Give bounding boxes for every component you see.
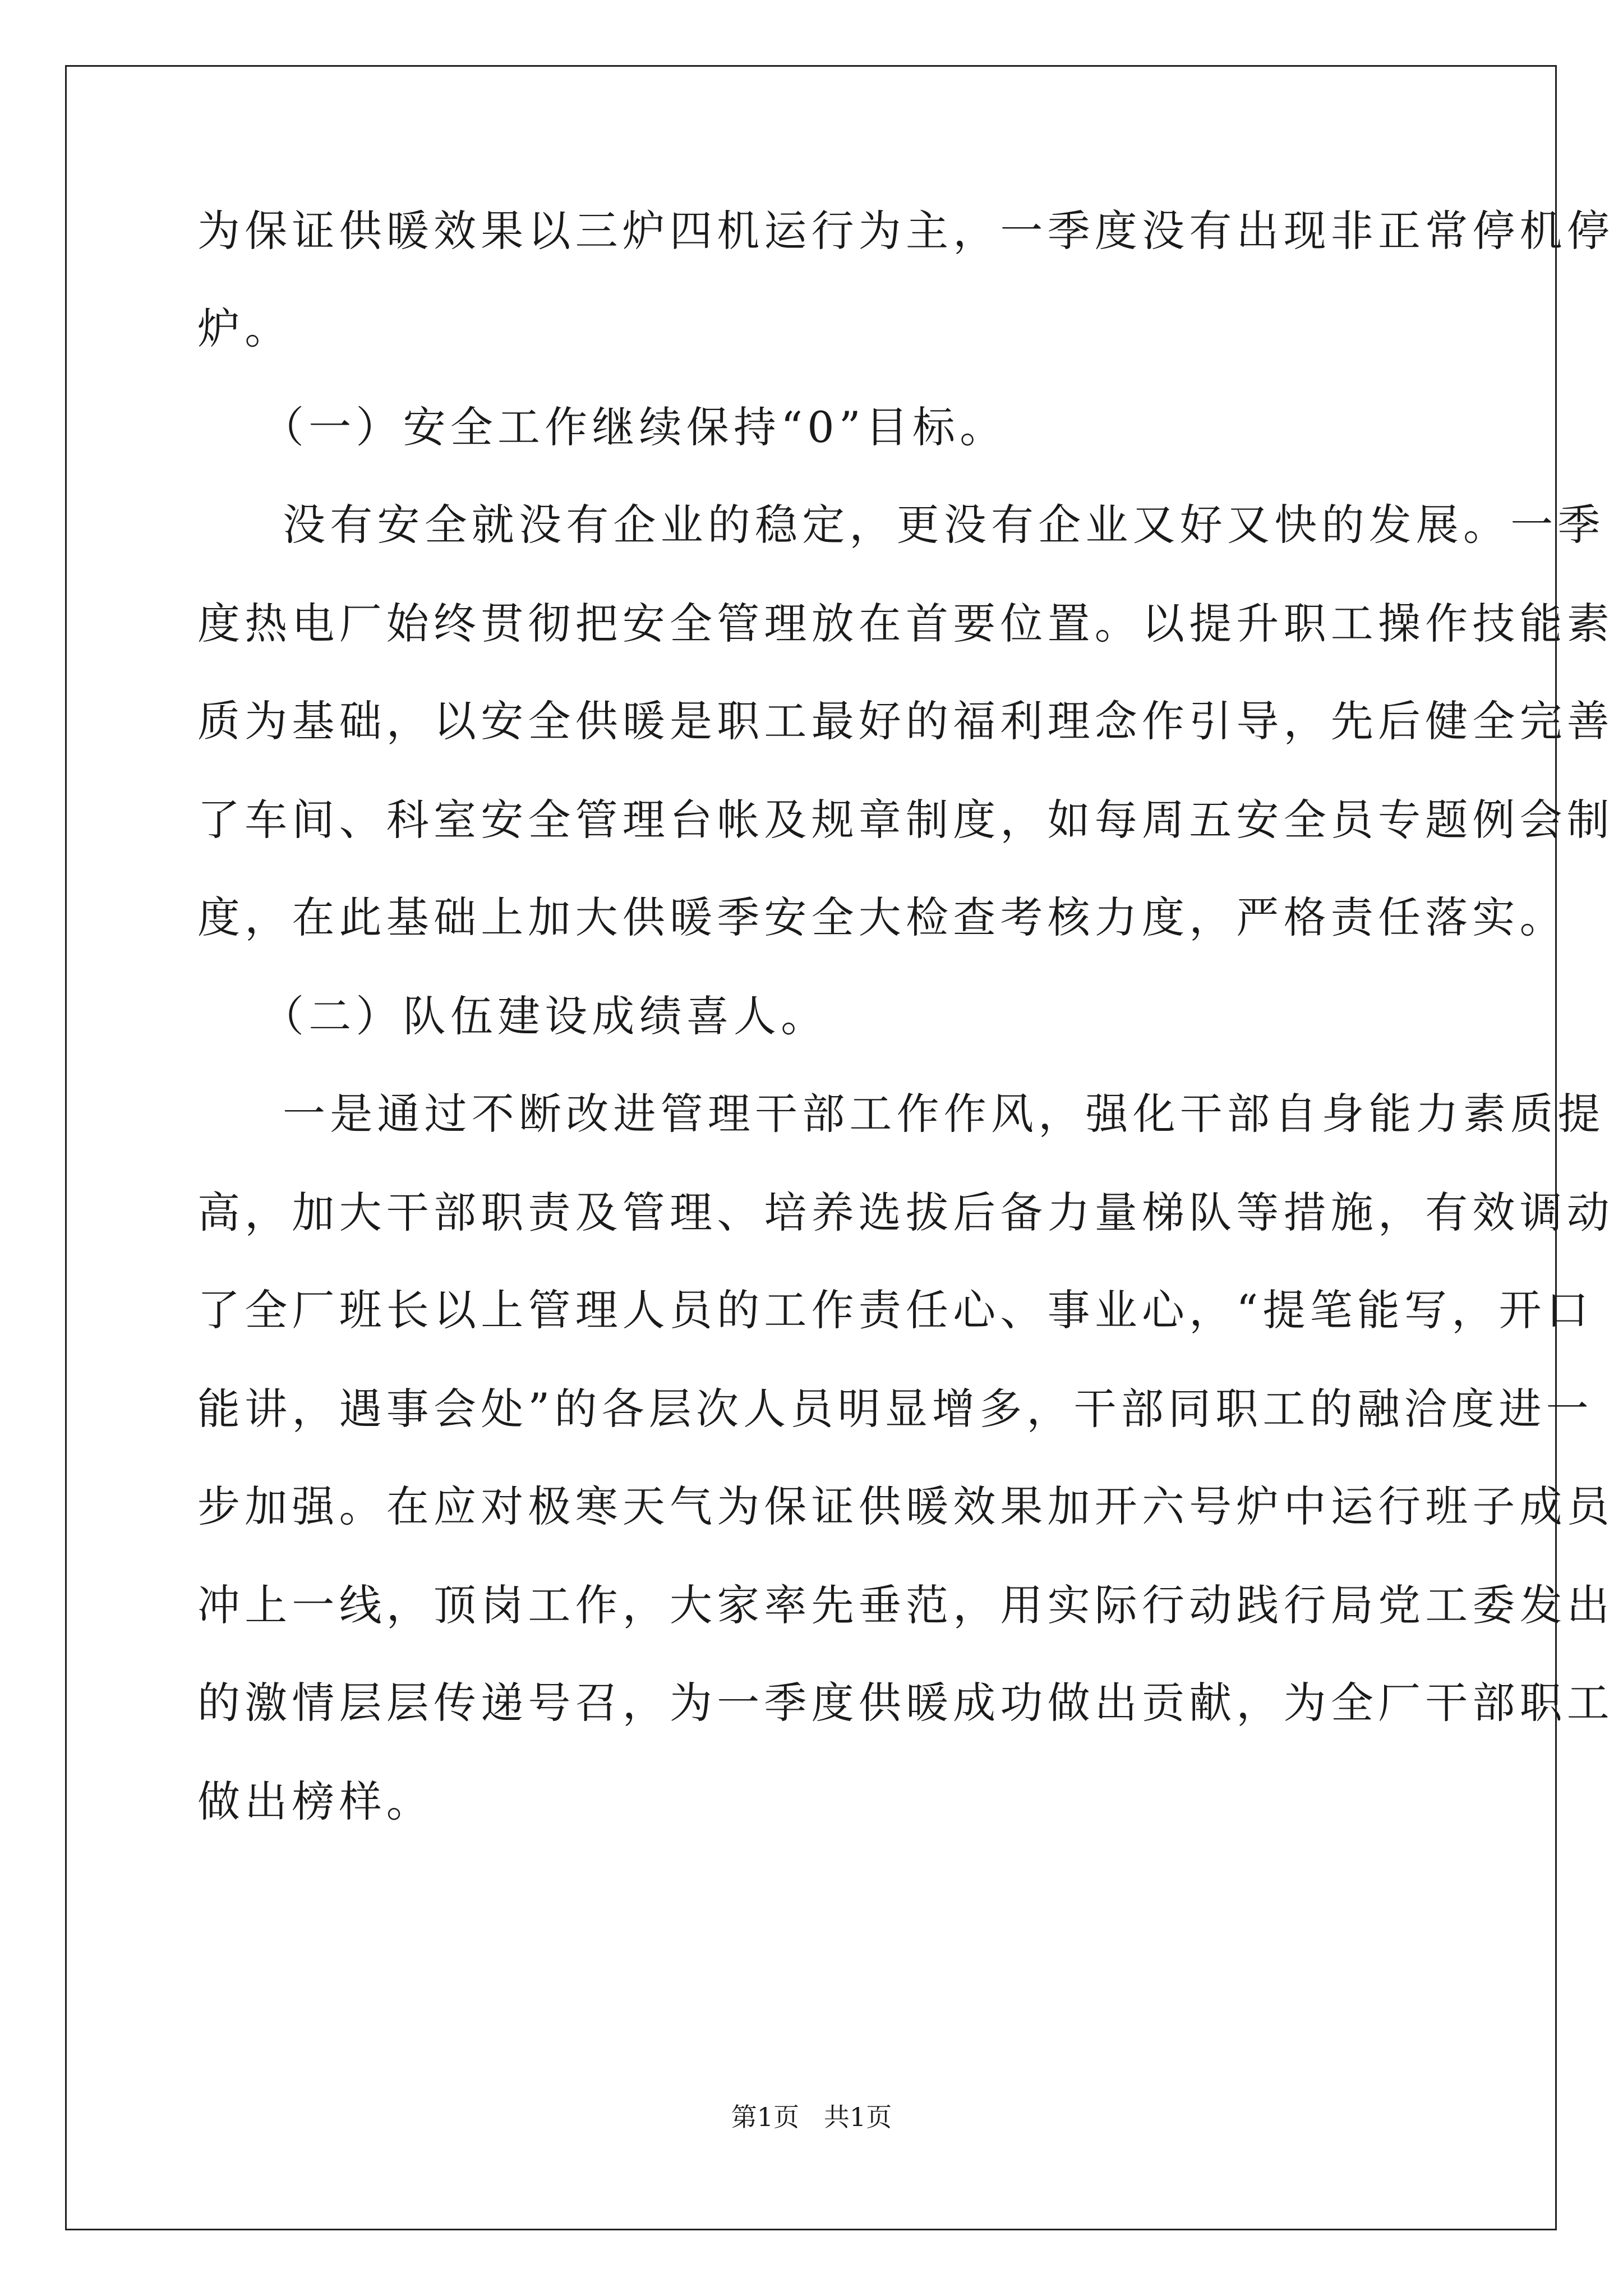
text-line: 冲上一线，顶岗工作，大家率先垂范，用实际行动践行局党工委发出 (197, 1580, 1614, 1630)
text-line: 没有安全就没有企业的稳定，更没有企业又好又快的发展。一季 (283, 500, 1605, 550)
page-footer: 第1页 共1页 (731, 2102, 892, 2132)
page-border (65, 65, 1557, 2230)
text-line: 做出榜样。 (197, 1777, 434, 1826)
section-heading: （一）安全工作继续保持“0”目标。 (261, 402, 1007, 452)
text-line: 一是通过不断改进管理干部工作作风，强化干部自身能力素质提 (283, 1089, 1605, 1139)
text-line: 质为基础，以安全供暖是职工最好的福利理念作引导，先后健全完善 (197, 696, 1614, 746)
text-line: 能讲，遇事会处”的各层次人员明显增多，干部同职工的融洽度进一 (197, 1384, 1593, 1434)
text-line: 了车间、科室安全管理台帐及规章制度，如每周五安全员专题例会制 (197, 795, 1614, 845)
text-line: 度，在此基础上加大供暖季安全大检查考核力度，严格责任落实。 (197, 892, 1567, 942)
text-line: 度热电厂始终贯彻把安全管理放在首要位置。以提升职工操作技能素 (197, 599, 1614, 648)
section-heading: （二）队伍建设成绩喜人。 (261, 991, 828, 1041)
text-line: 炉。 (197, 303, 292, 353)
text-line: 步加强。在应对极寒天气为保证供暖效果加开六号炉中运行班子成员 (197, 1481, 1614, 1531)
text-line: 了全厂班长以上管理人员的工作责任心、事业心，“提笔能写，开口 (197, 1285, 1593, 1335)
text-line: 为保证供暖效果以三炉四机运行为主，一季度没有出现非正常停机停 (197, 206, 1614, 256)
text-line: 高，加大干部职责及管理、培养选拔后备力量梯队等措施，有效调动 (197, 1188, 1614, 1237)
text-line: 的激情层层传递号召，为一季度供暖成功做出贡献，为全厂干部职工 (197, 1678, 1614, 1728)
